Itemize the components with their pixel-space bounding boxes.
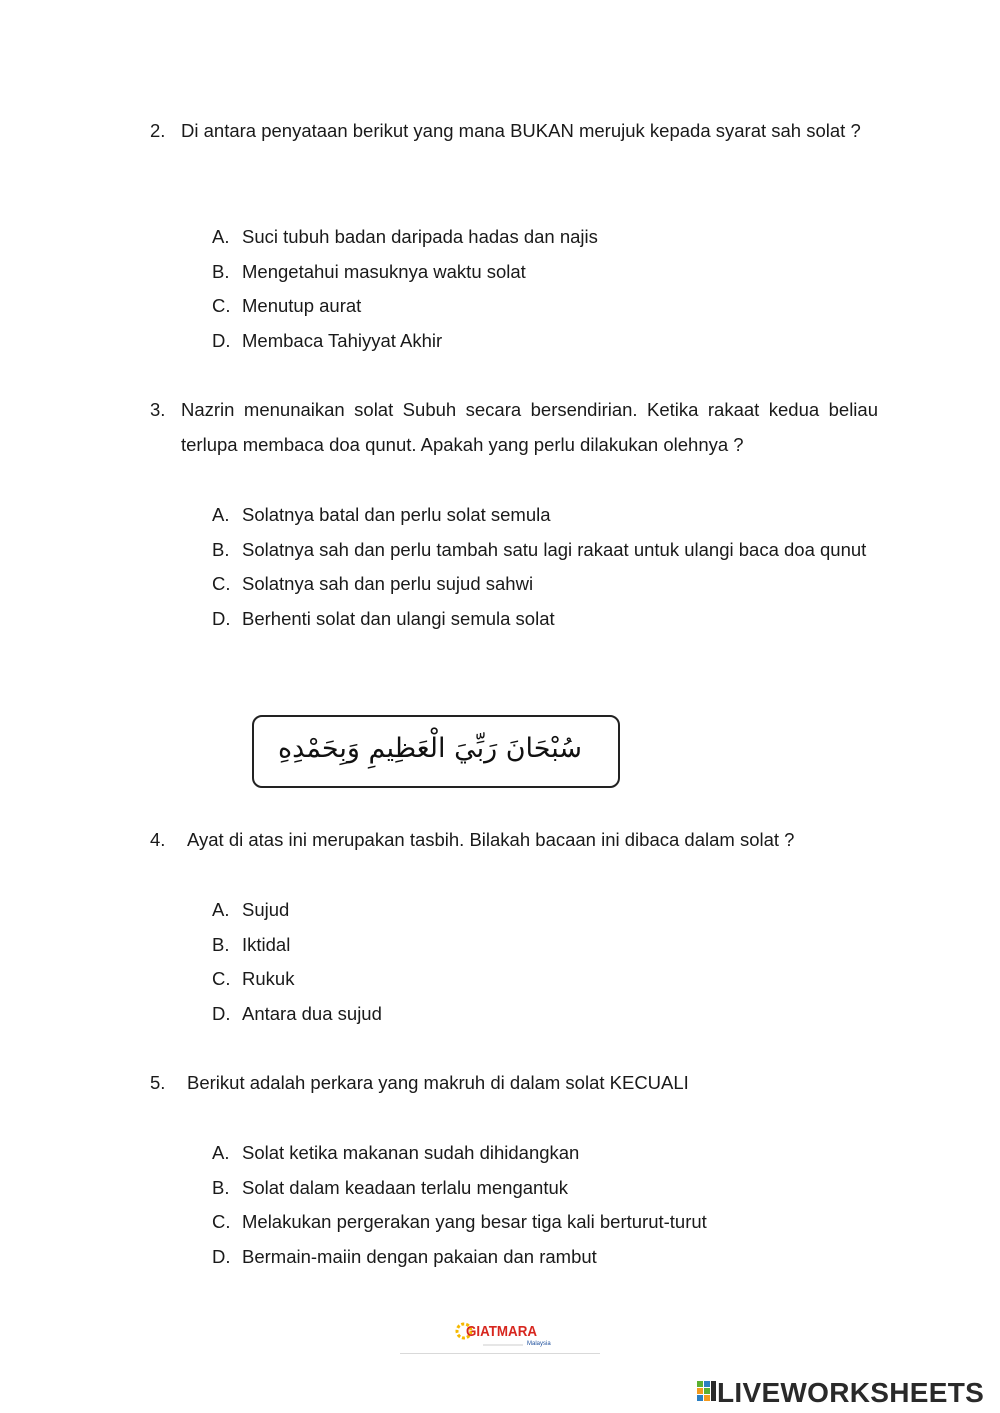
question-number: 5. (150, 1072, 166, 1093)
question-text: Di antara penyataan berikut yang mana BUKAN merujuk kepada syarat sah solat ? (181, 120, 861, 141)
option-letter: B. (212, 1176, 230, 1198)
option-letter: A. (212, 226, 230, 247)
option-text: Sujud (242, 899, 290, 920)
option-d[interactable] (212, 997, 878, 1032)
question-number: 4. (150, 829, 166, 850)
question-text: Ayat di atas ini merupakan tasbih. Bilakah bacaan ini dibaca dalam solat ? (187, 829, 795, 850)
option-c[interactable] (212, 567, 878, 602)
option-letter: C. (212, 968, 231, 990)
option-letter: A. (212, 1142, 230, 1163)
question-number: 2. (150, 120, 166, 141)
option-text: Antara dua sujud (242, 1003, 382, 1025)
option-c[interactable] (212, 1205, 878, 1240)
option-d[interactable] (212, 324, 878, 359)
option-text: Solatnya sah dan perlu tambah satu lagi rakaat untuk ulangi baca doa qunut (242, 538, 867, 560)
option-text: Berhenti solat dan ulangi semula solat (242, 608, 555, 630)
option-text: Solatnya batal dan perlu solat semula (242, 504, 551, 525)
option-c[interactable] (212, 289, 878, 324)
logo-divider (400, 1353, 600, 1354)
option-d[interactable] (212, 602, 878, 637)
option-text: Solatnya sah dan perlu sujud sahwi (242, 573, 534, 595)
option-letter: C. (212, 573, 231, 595)
option-c[interactable] (212, 962, 878, 997)
option-letter: D. (212, 1003, 231, 1025)
option-text: Iktidal (242, 933, 291, 955)
option-text: Bermain-maiin dengan pakaian dan rambut (242, 1246, 597, 1268)
option-text: Rukuk (242, 968, 295, 990)
option-letter: B. (212, 260, 230, 282)
question-number: 3. (150, 399, 166, 420)
logo-text: GIATMARA (466, 1324, 538, 1340)
option-letter: C. (212, 1211, 231, 1233)
options-question-5 (212, 1136, 878, 1275)
option-b[interactable] (212, 255, 878, 290)
question-5 (150, 1065, 878, 1100)
question-text: Nazrin menunaikan solat Subuh secara bersendirian. Ketika rakaat kedua beliau terlupa membaca doa qunut. Apakah yang perlu dilakukan olehnya ? (181, 399, 878, 455)
option-letter: D. (212, 608, 231, 630)
liveworksheets-text: LIVEWORKSHEETS (717, 1377, 985, 1408)
options-question-3 (212, 498, 878, 637)
question-text: Berikut adalah perkara yang makruh di dalam solat KECUALI (187, 1072, 689, 1093)
question-4 (150, 822, 878, 857)
option-letter: C. (212, 295, 231, 317)
option-letter: B. (212, 538, 230, 560)
option-text: Mengetahui masuknya waktu solat (242, 260, 526, 282)
question-3 (150, 392, 878, 462)
liveworksheets-watermark[interactable] (697, 1378, 984, 1408)
option-text: Suci tubuh badan daripada hadas dan najis (242, 226, 598, 247)
option-a[interactable] (212, 220, 878, 255)
option-d[interactable] (212, 1240, 878, 1275)
option-text: Melakukan pergerakan yang besar tiga kali berturut-turut (242, 1211, 707, 1233)
option-text: Membaca Tahiyyat Akhir (242, 330, 443, 352)
option-b[interactable] (212, 1171, 878, 1206)
option-letter: A. (212, 504, 230, 525)
options-question-2 (212, 220, 878, 359)
giatmara-logo (455, 1314, 551, 1352)
arabic-tasbih-box (252, 715, 620, 788)
logo-subtext: Malaysia (527, 1341, 551, 1347)
option-letter: A. (212, 899, 230, 920)
option-letter: D. (212, 330, 231, 352)
option-b[interactable] (212, 533, 878, 568)
option-text: Solat dalam keadaan terlalu mengantuk (242, 1176, 569, 1198)
option-text: Menutup aurat (242, 295, 362, 317)
option-a[interactable] (212, 1136, 878, 1171)
options-question-4 (212, 893, 878, 1032)
option-letter: B. (212, 933, 230, 955)
arabic-tasbih-text: سُبْحَانَ رَبِّيَ الْعَظِيمِ وَبِحَمْدِهِ (278, 733, 582, 764)
option-letter: D. (212, 1246, 231, 1268)
option-b[interactable] (212, 928, 878, 963)
option-a[interactable] (212, 498, 878, 533)
liveworksheets-logo-icon (697, 1380, 717, 1406)
option-a[interactable] (212, 893, 878, 928)
option-text: Solat ketika makanan sudah dihidangkan (242, 1142, 580, 1163)
question-2 (150, 113, 878, 148)
